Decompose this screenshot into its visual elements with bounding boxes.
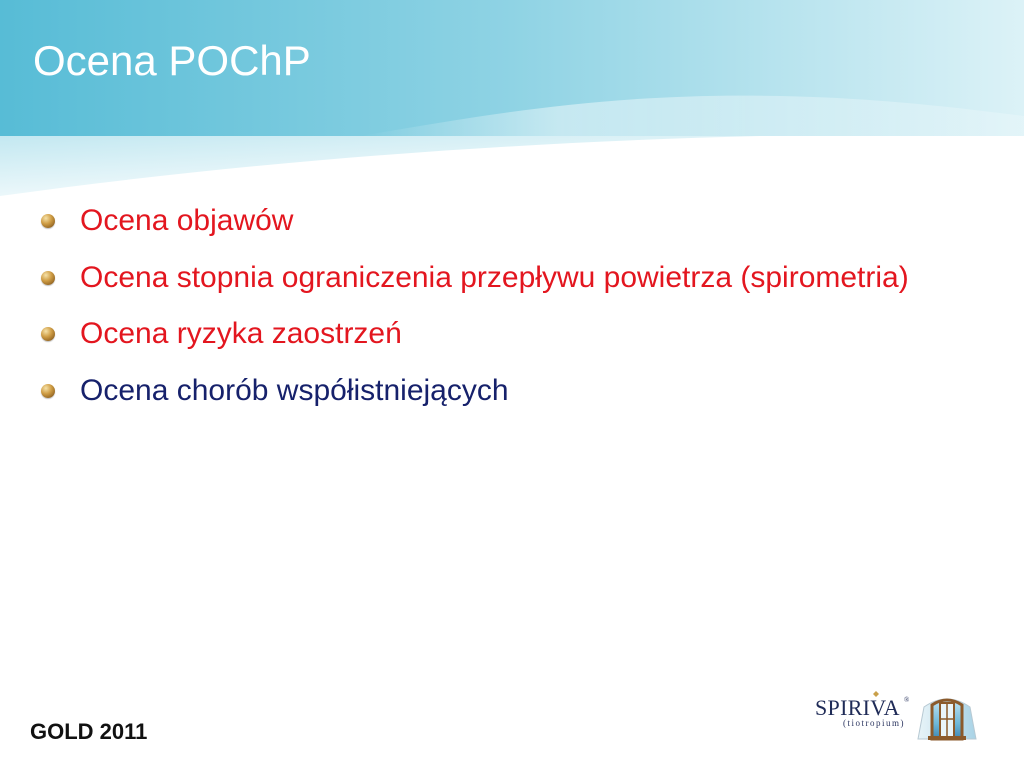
- header-band: [0, 0, 1024, 200]
- logo-generic-name: (tiotropium): [843, 718, 905, 728]
- brand-logo: [810, 684, 980, 744]
- sphere-bullet-icon: [41, 271, 55, 285]
- bullet-text: Ocena objawów: [80, 204, 294, 237]
- bullet-text: Ocena stopnia ograniczenia przepływu powietrza (spirometria): [80, 260, 909, 294]
- list-item: [0, 306, 1000, 363]
- footer-source: GOLD 2011: [30, 719, 148, 744]
- sphere-bullet-icon: [41, 384, 55, 398]
- header-swoosh: [0, 136, 760, 196]
- slide-title: Ocena POChP: [33, 37, 311, 84]
- logo-registered-mark: ®: [904, 696, 910, 704]
- sphere-bullet-icon: [41, 214, 55, 228]
- list-item: [0, 363, 1000, 420]
- logo-brand-name: SPIRIVA: [815, 695, 900, 720]
- sphere-bullet-icon: [41, 327, 55, 341]
- arched-window-icon: [916, 689, 978, 741]
- list-item: [0, 193, 1000, 250]
- list-item: [0, 250, 1000, 307]
- bullet-text: Ocena chorób współistniejących: [80, 373, 509, 407]
- bullet-text: Ocena ryzyka zaostrzeń: [80, 317, 402, 350]
- bullet-list: [0, 193, 1000, 419]
